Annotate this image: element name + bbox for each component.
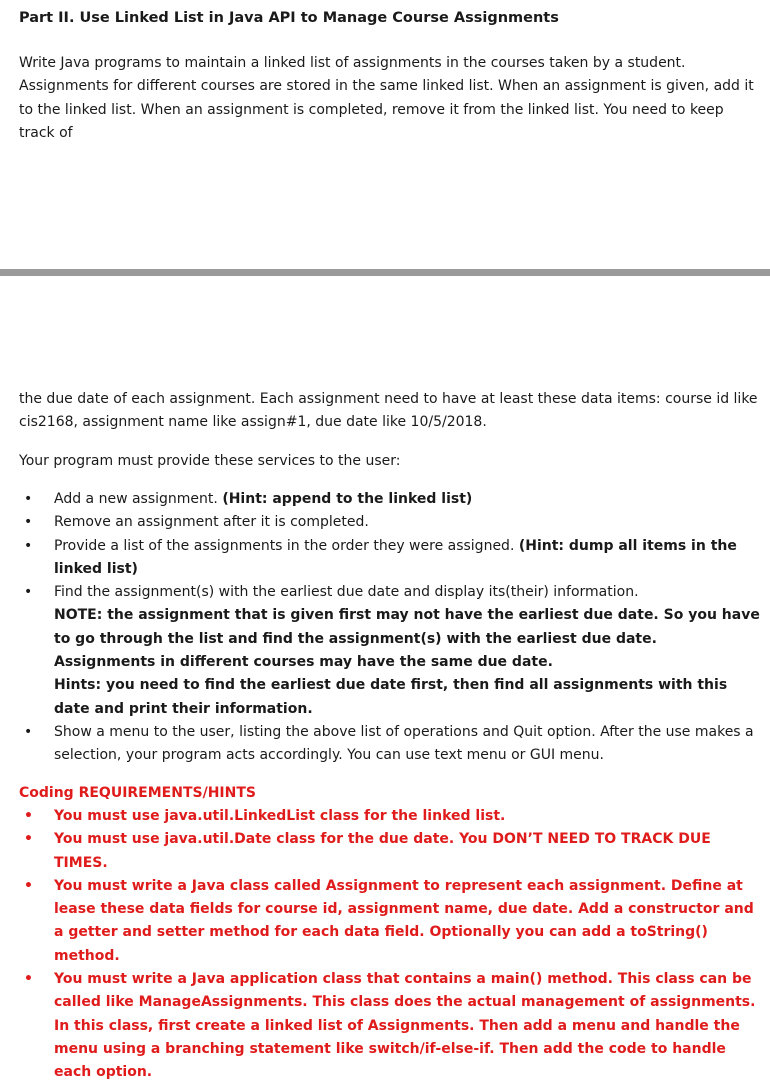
- list-item: • Find the assignment(s) with the earliest due date and display its(their) information. NOTE: the assignment that is given first may not have the earliest due date. So you have to go through the list and find the assignment(s) with the earliest due date. Assignments in different courses may have the same due date. Hints: you need to find the earliest due date first, then find all assignments with this date and print their information.: [0, 581, 760, 721]
- coding-heading: Coding REQUIREMENTS/HINTS: [19, 785, 256, 801]
- list-item: • You must write a Java class called Assignment to represent each assignment. Define at lease these data fields for course id, assignment name, due date. Add a constructor and a getter and setter method for each data field. Optionally you can add a toString() method.: [0, 875, 760, 968]
- bullet-icon: •: [24, 491, 33, 507]
- bullet-icon: •: [24, 723, 33, 740]
- bullet-icon: •: [24, 877, 33, 894]
- list-item: • You must use java.util.Date class for the due date. You DON’T NEED TO TRACK DUE TIMES.: [0, 828, 760, 875]
- list-item: • Add a new assignment. (Hint: append to the linked list): [0, 488, 760, 511]
- services-intro: Your program must provide these services to the user:: [19, 453, 401, 469]
- bullet-icon: •: [24, 831, 33, 848]
- coding-list: [0, 805, 760, 1085]
- bullet-icon: •: [24, 971, 33, 988]
- bullet-icon: •: [24, 808, 33, 824]
- intro-paragraph: Write Java programs to maintain a linked list of assignments in the courses taken by a student. Assignments for different courses are stored in the same linked list. When an assignment is given, add it to the linked list. When an assignment is completed, remove it from the linked list. You need to keep track of: [19, 55, 754, 141]
- bullet-icon: •: [24, 537, 33, 554]
- hint-text: Hints: you need to find the earliest due date first, then find all assignments with this date and print their information.: [54, 677, 728, 717]
- continued-paragraph: the due date of each assignment. Each assignment need to have at least these data items: course id like cis2168, assignment name like assign#1, due date like 10/5/2018.: [19, 391, 758, 431]
- note-text: NOTE: the assignment that is given first may not have the earliest due date. So you have to go through the list and find the assignment(s) with the earliest due date. Assignments in different courses may have the same due date.: [54, 607, 760, 671]
- list-item: • Show a menu to the user, listing the above list of operations and Quit option. After the use makes a selection, your program acts accordingly. You can use text menu or GUI menu.: [0, 721, 760, 768]
- list-item: • You must write a Java application class that contains a main() method. This class can be called like ManageAssignments. This class does the actual management of assignments. In this class, first create a linked list of Assignments. Then add a menu and handle the menu using a branching statement like switch/if-else-if. Then add the code to handle each option.: [0, 968, 760, 1084]
- bullet-icon: •: [24, 584, 33, 601]
- page-break-divider: [0, 269, 770, 276]
- list-item: • Remove an assignment after it is completed.: [0, 511, 760, 534]
- list-item: • You must use java.util.LinkedList class for the linked list.: [0, 805, 760, 828]
- page-title: Part II. Use Linked List in Java API to Manage Course Assignments: [19, 10, 559, 26]
- list-item: • Provide a list of the assignments in the order they were assigned. (Hint: dump all items in the linked list): [0, 535, 760, 582]
- bullet-icon: •: [24, 514, 33, 531]
- services-list: [0, 488, 760, 768]
